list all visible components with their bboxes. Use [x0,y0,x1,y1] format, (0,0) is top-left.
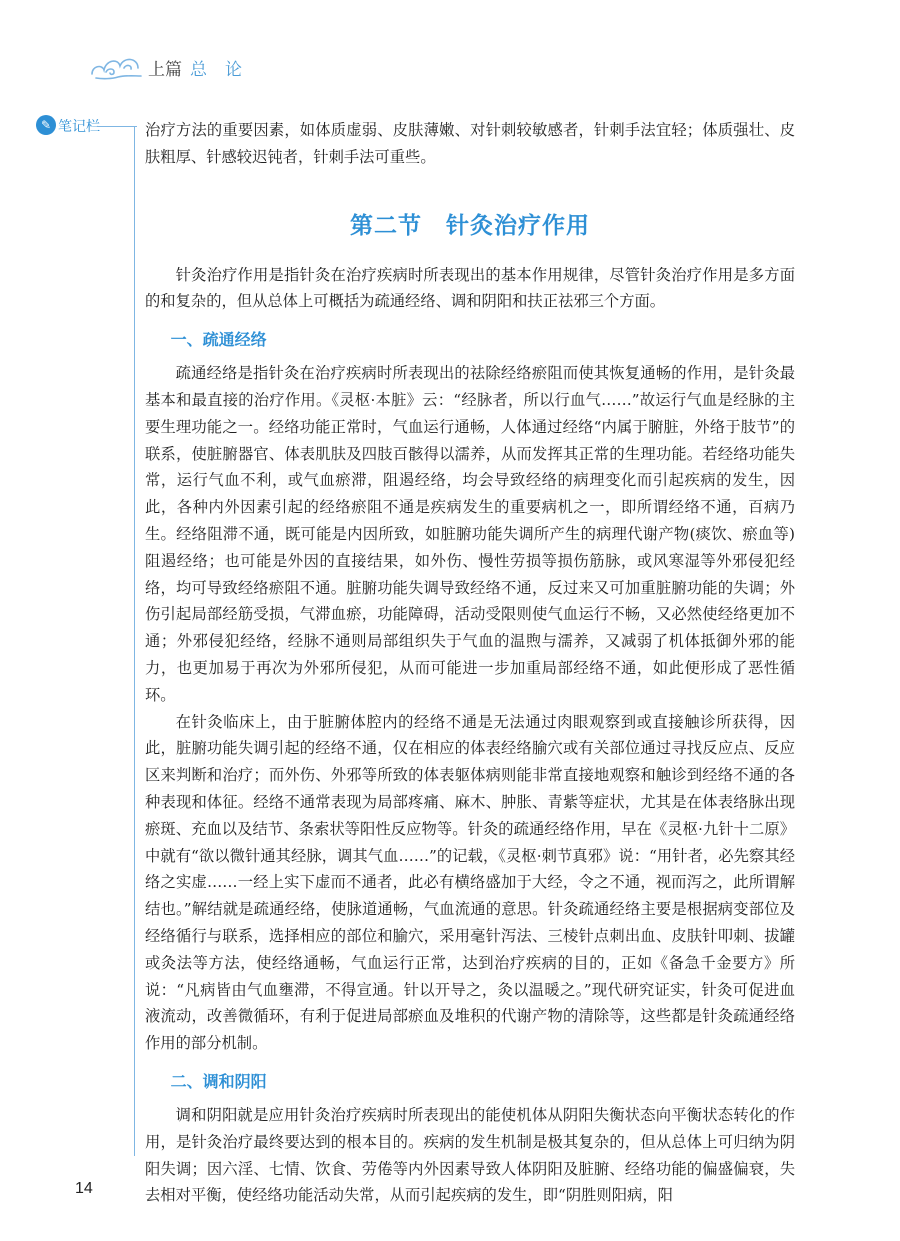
subsection-title-2: 二、调和阴阳 [170,1071,267,1091]
notes-divider [97,126,137,127]
notes-column-label: 笔记栏 [58,119,100,135]
header-section: 总论 [190,60,260,80]
page-number: 14 [75,1180,93,1197]
section-title: 第二节 针灸治疗作用 [350,212,590,239]
pencil-icon: ✎ [36,115,56,135]
cloud-ornament-icon [88,46,144,82]
subsection2-paragraph-1: 调和阴阳就是应用针灸治疗疾病时所表现出的能使机体从阴阳失衡状态向平衡状态转化的作用，是针灸治疗最终要达到的根本目的。疾病的发生机制是极其复杂的，但从总体上可归纳为阴阳失调；因六淫、七情、饮食、劳倦等内外因素导致人体阴阳及脏腑、经络功能的偏盛偏衰，失去相对平衡，使经络功能活动失常，从而引起疾病的发生，即“阴胜则阳病，阳 [145,1105,795,1205]
subsection1-paragraph-2: 在针灸临床上，由于脏腑体腔内的经络不通是无法通过肉眼观察到或直接触诊所获得，因此，脏腑功能失调引起的经络不通，仅在相应的体表经络腧穴或有关部位通过寻找反应点、反应区来判断和治疗；而外伤、外邪等所致的体表躯体病则能非常直接地观察和触诊到经络不通的各种表现和体征。经络不通常表现为局部疼痛、麻木、肿胀、青紫等症状，尤其是在体表络脉出现瘀斑、充血以及结节、条索状等阳性反应物等。针灸的疏通经络作用，早在《灵枢·九针十二原》中就有“欲以微针通其经脉，调其气血……”的记载，《灵枢·刺节真邪》说：“用针者，必先察其经络之实虚……一经上实下虚而不通者，此必有横络盛加于大经，令之不通，视而泻之，此所谓解结也。”解结就是疏通经络，使脉道通畅，气血流通的意思。针灸疏通经络主要是根据病变部位及经络循行与联系，选择相应的部位和腧穴，采用毫针泻法、三棱针点刺出血、皮肤针叩刺、拔罐或灸法等方法，使经络通畅，气血运行正常，达到治疗疾病的目的，正如《备急千金要方》所说：“凡病皆由气血壅滞，不得宣通。针以开导之，灸以温暖之。”现代研究证实，针灸可促进血液流动，改善微循环，有利于促进局部瘀血及堆积的代谢产物的清除等，这些都是针灸疏通经络作用的部分机制。 [145,712,795,1053]
intro-paragraph: 治疗方法的重要因素，如体质虚弱、皮肤薄嫩、对针刺较敏感者，针刺手法宜轻；体质强壮、皮肤粗厚、针感较迟钝者，针刺手法可重些。 [145,121,795,166]
page-body [145,117,795,1209]
running-header [148,55,260,80]
margin-rule [134,126,135,1156]
header-part: 上篇 [148,60,182,80]
subsection-title-1: 一、疏通经络 [170,330,267,350]
section-intro: 针灸治疗作用是指针灸在治疗疾病时所表现出的基本作用规律，尽管针灸治疗作用是多方面的和复杂的，但从总体上可概括为疏通经络、调和阴阳和扶正祛邪三个方面。 [145,265,795,311]
subsection1-paragraph-1: 疏通经络是指针灸在治疗疾病时所表现出的祛除经络瘀阻而使其恢复通畅的作用，是针灸最基本和最直接的治疗作用。《灵枢·本脏》云：“经脉者，所以行血气……”故运行气血是经脉的主要生理功能之一。经络功能正常时，气血运行通畅，人体通过经络“内属于腑脏，外络于肢节”的联系，使脏腑器官、体表肌肤及四肢百骸得以濡养，从而发挥其正常的生理功能。若经络功能失常，运行气血不利，或气血瘀滞，阻遏经络，均会导致经络的病理变化而引起疾病的发生，因此，各种内外因素引起的经络瘀阻不通是疾病发生的重要病机之一，即所谓经络不通，百病乃生。经络阻滞不通，既可能是内因所致，如脏腑功能失调所产生的病理代谢产物(痰饮、瘀血等)阻遏经络；也可能是外因的直接结果，如外伤、慢性劳损等损伤筋脉，或风寒湿等外邪侵犯经络，均可导致经络瘀阻不通。脏腑功能失调导致经络不通，反过来又可加重脏腑功能的失调；外伤引起局部经筋受损，气滞血瘀，功能障碍，活动受限则使气血运行不畅，又必然使经络更加不通；外邪侵犯经络，经脉不通则局部组织失于气血的温煦与濡养，又减弱了机体抵御外邪的能力，也更加易于再次为外邪所侵犯，从而可能进一步加重局部经络不通，如此便形成了恶性循环。 [145,364,795,704]
